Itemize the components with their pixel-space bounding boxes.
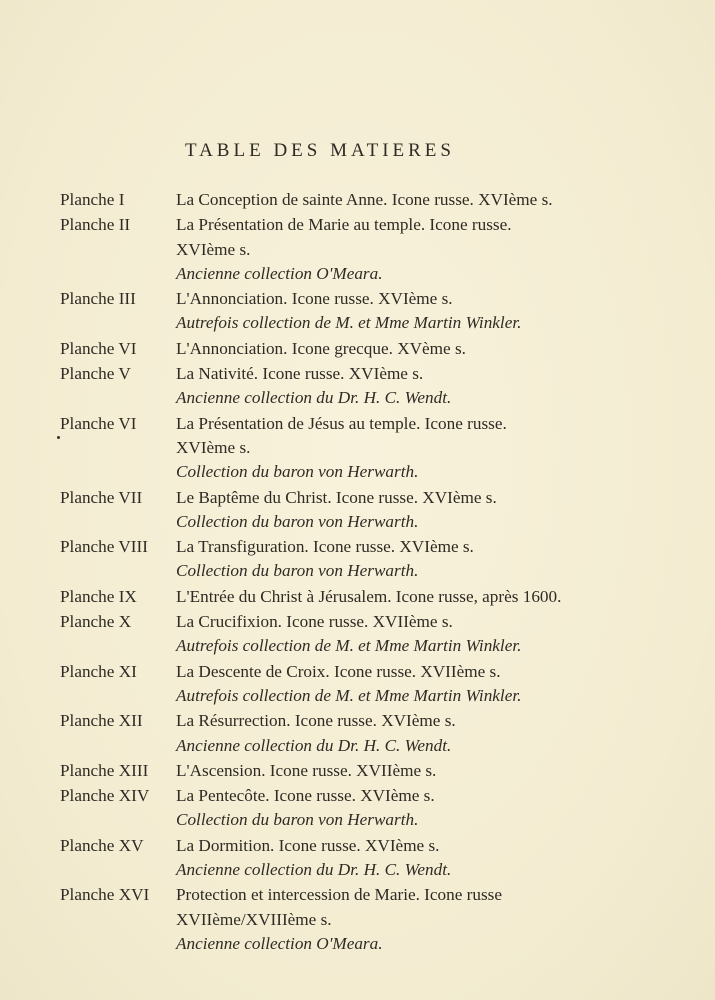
plate-label: Planche XIV [60,786,150,806]
entry-title: L'Entrée du Christ à Jérusalem. Icone russe, après 1600. [176,586,562,606]
plate-label: Planche X [60,612,132,632]
toc-entry [60,188,660,212]
entry-title: Protection et intercession de Marie. Icone russe [176,885,502,905]
provenance-note: Autrefois collection de M. et Mme Martin Winkler. [176,685,522,705]
entry-title: La Descente de Croix. Icone russe. XVIIème s. [176,661,501,681]
toc-entry [60,535,660,584]
entry-body [176,759,660,783]
entry-title: L'Ascension. Icone russe. XVIIème s. [176,760,437,780]
provenance-note: Collection du baron von Herwarth. [176,810,419,830]
provenance-note: Collection du baron von Herwarth. [176,511,419,531]
entry-body [176,486,660,535]
provenance-note: Autrefois collection de M. et Mme Martin Winkler. [176,636,522,656]
entry-body [176,660,660,709]
plate-label: Planche III [60,289,136,309]
entry-body [176,784,660,833]
entry-body [176,883,660,956]
page-title: TABLE DES MATIERES [185,140,455,161]
entry-body [176,337,660,361]
entry-body [176,834,660,883]
toc-entry [60,883,660,956]
entry-title-continued: XVIème s. [176,239,251,259]
entry-body [176,362,660,411]
toc-entry [60,412,660,485]
provenance-note: Ancienne collection du Dr. H. C. Wendt. [176,860,452,880]
toc-entry [60,709,660,758]
entry-title-continued: XVIème s. [176,437,251,457]
toc-entry [60,486,660,535]
table-of-contents [60,188,660,957]
plate-label: Planche VIII [60,537,148,557]
toc-entry [60,362,660,411]
entry-title: La Présentation de Marie au temple. Icone russe. [176,215,512,235]
toc-entry [60,585,660,609]
toc-entry [60,337,660,361]
entry-title: La Résurrection. Icone russe. XVIème s. [176,711,456,731]
plate-label: Planche XI [60,661,137,681]
entry-title: La Crucifixion. Icone russe. XVIIème s. [176,612,453,632]
toc-entry [60,759,660,783]
provenance-note: Ancienne collection O'Meara. [176,933,383,953]
provenance-note: Collection du baron von Herwarth. [176,462,419,482]
entry-title: La Transfiguration. Icone russe. XVIème s. [176,537,474,557]
plate-label: Planche VI [60,413,137,433]
plate-label: Planche IX [60,586,137,606]
provenance-note: Autrefois collection de M. et Mme Martin Winkler. [176,313,522,333]
entry-title-continued: XVIIème/XVIIIème s. [176,909,332,929]
provenance-note: Ancienne collection du Dr. H. C. Wendt. [176,388,452,408]
entry-body [176,213,660,286]
entry-body [176,287,660,336]
entry-title: La Pentecôte. Icone russe. XVIème s. [176,786,435,806]
entry-title: L'Annonciation. Icone russe. XVIème s. [176,289,453,309]
provenance-note: Ancienne collection O'Meara. [176,263,383,283]
entry-title: La Présentation de Jésus au temple. Icone russe. [176,413,507,433]
plate-label: Planche V [60,364,131,384]
plate-label: Planche XVI [60,885,150,905]
toc-entry [60,610,660,659]
provenance-note: Collection du baron von Herwarth. [176,561,419,581]
entry-body [176,412,660,485]
entry-body [176,188,660,212]
entry-body [176,585,660,609]
toc-entry [60,660,660,709]
entry-body [176,610,660,659]
entry-title: La Dormition. Icone russe. XVIème s. [176,835,440,855]
plate-label: Planche VI [60,338,137,358]
provenance-note: Ancienne collection du Dr. H. C. Wendt. [176,735,452,755]
toc-entry [60,784,660,833]
plate-label: Planche II [60,215,131,235]
plate-label: Planche XV [60,835,144,855]
toc-entry [60,287,660,336]
plate-label: Planche VII [60,487,143,507]
entry-body [176,535,660,584]
plate-label: Planche XII [60,711,143,731]
entry-title: La Conception de sainte Anne. Icone russe. XVIème s. [176,190,553,209]
plate-label: Planche XIII [60,760,149,780]
toc-entry [60,834,660,883]
entry-title: La Nativité. Icone russe. XVIème s. [176,364,424,384]
entry-title: Le Baptême du Christ. Icone russe. XVIème s. [176,487,497,507]
entry-title: L'Annonciation. Icone grecque. XVème s. [176,338,466,358]
plate-label: Planche I [60,190,125,209]
toc-entry [60,213,660,286]
entry-body [176,709,660,758]
